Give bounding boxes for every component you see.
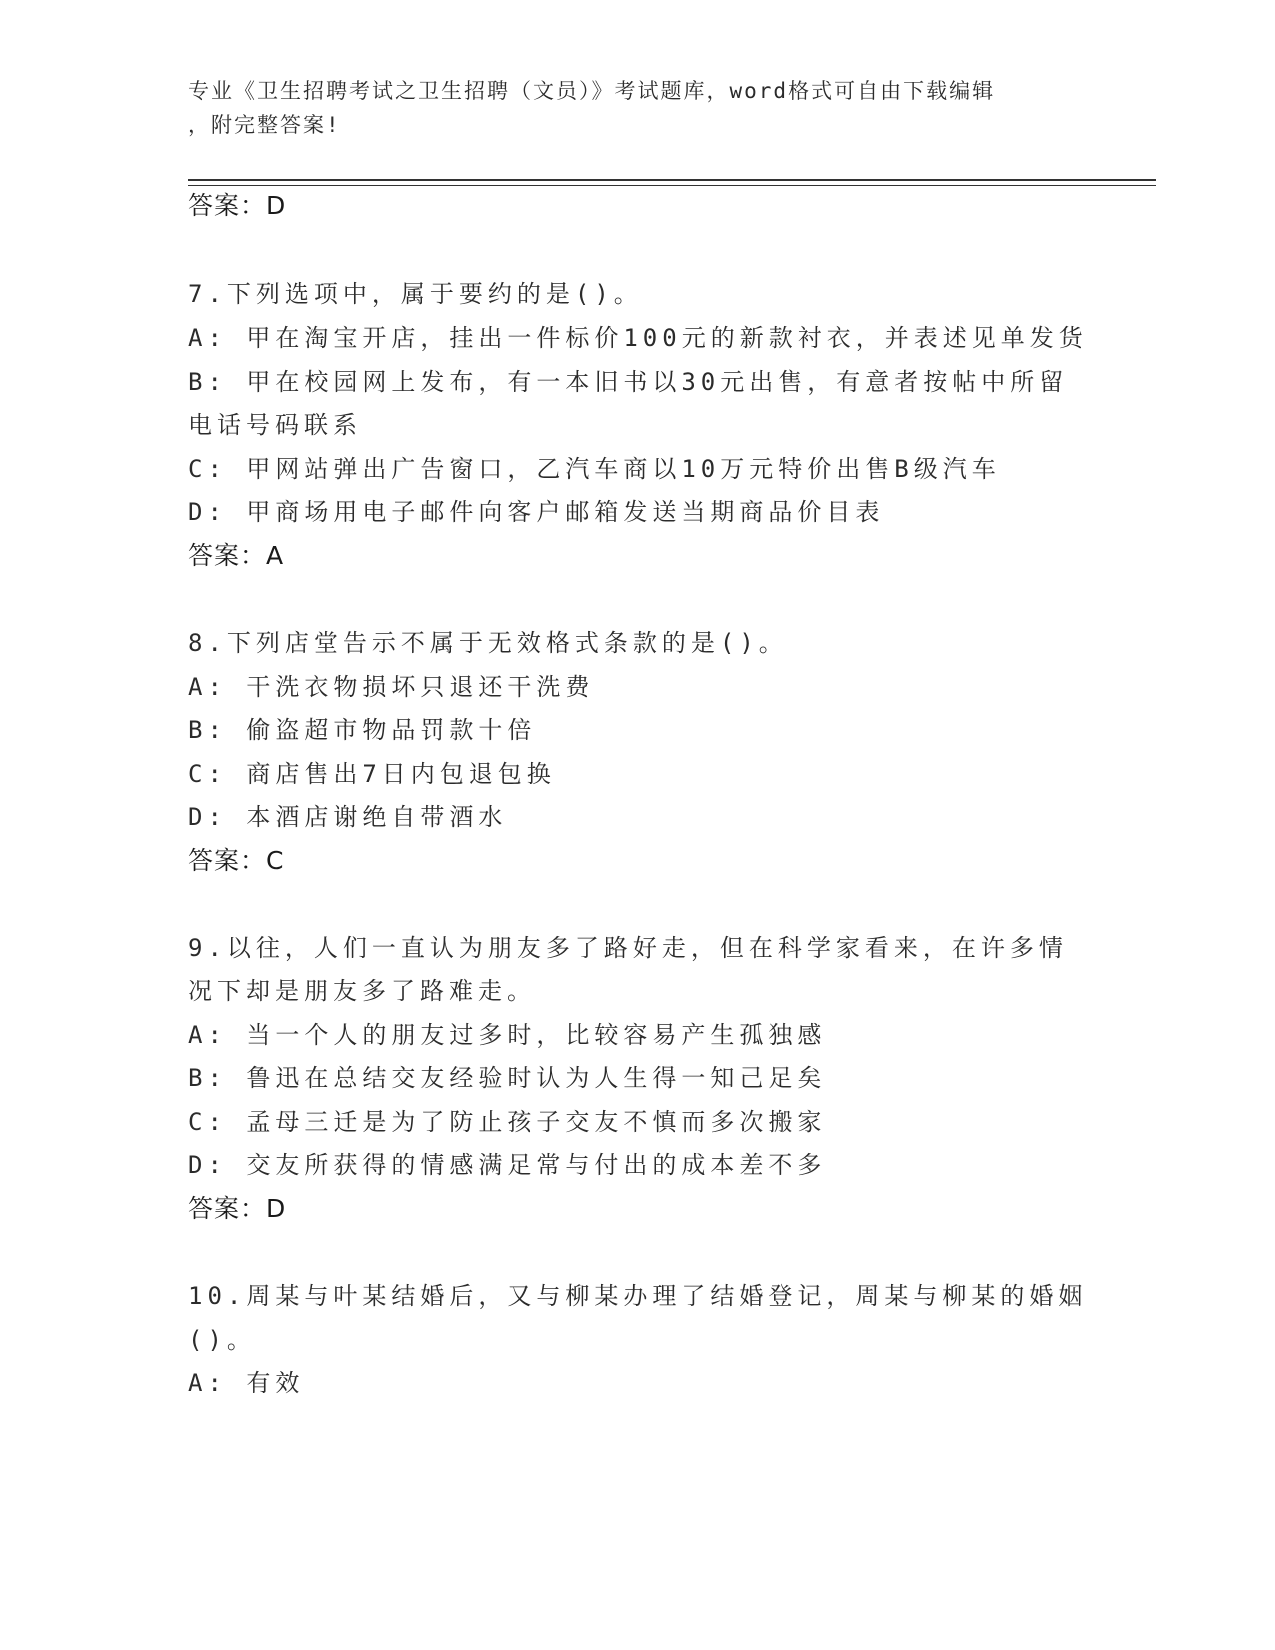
question-8-option-d: D: 本酒店谢绝自带酒水: [188, 803, 508, 831]
question-7-option-a: A: 甲在淘宝开店，挂出一件标价100元的新款衬衣，并表述见单发货: [188, 324, 1088, 352]
document-header: [188, 74, 1088, 142]
question-7-option-b-continued: 电话号码联系: [188, 411, 362, 439]
question-7-option-d: D: 甲商场用电子邮件向客户邮箱发送当期商品价目表: [188, 498, 885, 526]
question-9-text-continued: 况下却是朋友多了路难走。: [188, 977, 536, 1005]
question-9-option-a: A: 当一个人的朋友过多时，比较容易产生孤独感: [188, 1021, 827, 1049]
question-10-option-a: A: 有效: [188, 1369, 305, 1397]
header-line-1: 专业《卫生招聘考试之卫生招聘（文员）》考试题库，word格式可自由下载编辑: [188, 79, 996, 103]
question-7-option-b: B: 甲在校园网上发布，有一本旧书以30元出售，有意者按帖中所留: [188, 368, 1069, 396]
question-8-option-a: A: 干洗衣物损坏只退还干洗费: [188, 673, 595, 701]
question-10-text-continued: ()。: [188, 1326, 256, 1354]
header-divider-thin: [188, 185, 1156, 186]
question-10-text: 10.周某与叶某结婚后，又与柳某办理了结婚登记，周某与柳某的婚姻: [188, 1282, 1088, 1310]
header-line-2: ，附完整答案!: [188, 113, 341, 137]
question-9-option-b: B: 鲁迅在总结交友经验时认为人生得一知己足矣: [188, 1064, 827, 1092]
question-9-option-c: C: 孟母三迁是为了防止孩子交友不慎而多次搬家: [188, 1108, 827, 1136]
question-9-answer: 答案：D: [188, 1194, 287, 1223]
question-8-option-c: C: 商店售出7日内包退包换: [188, 760, 556, 788]
header-divider-thick: [188, 179, 1156, 181]
question-9-text: 9.以往，人们一直认为朋友多了路好走，但在科学家看来，在许多情: [188, 934, 1068, 962]
question-9-option-d: D: 交友所获得的情感满足常与付出的成本差不多: [188, 1151, 827, 1179]
question-7-answer: 答案：A: [188, 541, 285, 570]
question-7-option-c: C: 甲网站弹出广告窗口，乙汽车商以10万元特价出售B级汽车: [188, 455, 1001, 483]
question-8-answer: 答案：C: [188, 846, 285, 875]
question-8-text: 8.下列店堂告示不属于无效格式条款的是()。: [188, 629, 788, 657]
answer-label: 答案：D: [188, 191, 287, 220]
question-7-text: 7.下列选项中，属于要约的是()。: [188, 280, 643, 308]
question-8-option-b: B: 偷盗超市物品罚款十倍: [188, 716, 537, 744]
